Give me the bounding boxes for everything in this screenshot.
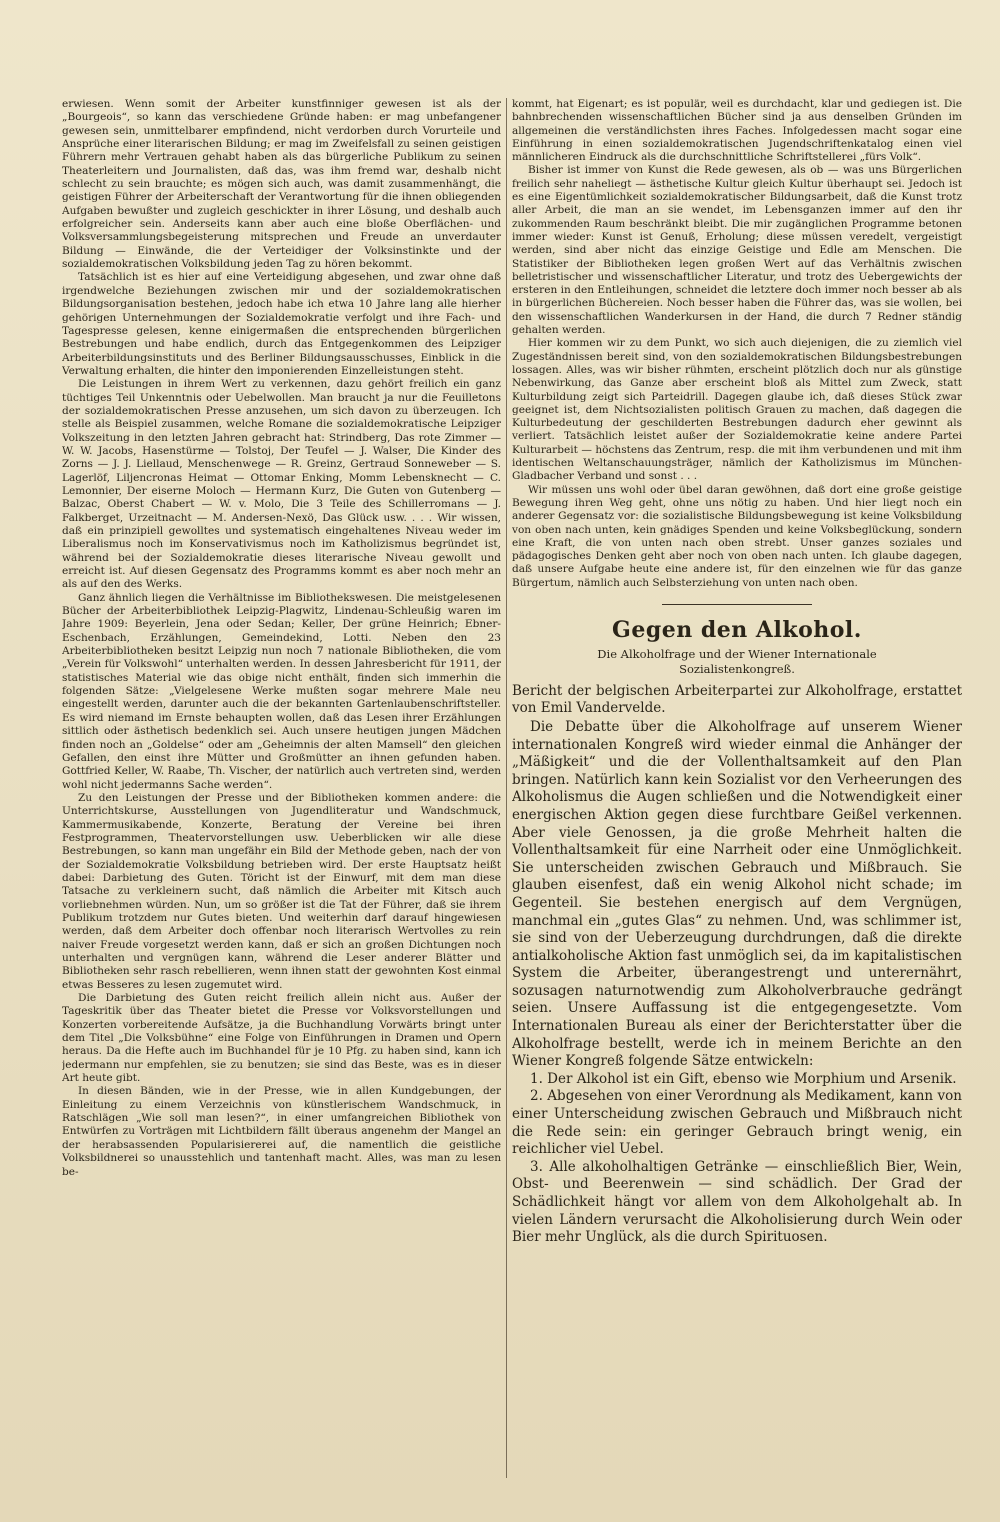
left-paragraph-2: Tatsächlich ist es hier auf eine Verteidigung abgesehen, und zwar ohne daß irgendwelche Beziehungen zwischen mir und der sozialdemokratischen Bildungsorganisation bestehen, jedoch habe ich etwa 10 Jahre lang alle hierher gehörigen Unternehmungen der Sozialdemokratie verfolgt und ihre Fach- und Tagespresse gelesen, kenne einigermaßen die entsprechenden bürgerlichen Bestrebungen und habe endlich, durch das Entgegenkommen des Leipziger Arbeiterbildungsinstituts und des Berliner Bildungsausschusses, Einblick in die Verwaltung erhalten, die hinter den imponierenden Einzelleistungen steht. xyxy=(62,271,501,377)
right-paragraph-1: kommt, hat Eigenart; es ist populär, weil es durchdacht, klar und gediegen ist. Die bahnbrechenden wissenschaftlichen Bücher sind ja aus denselben Gründen im allgemeinen die verständlichsten ihres Faches. Infolgedessen macht sogar eine Einführung in einen sozialdemokratischen Jugendschriftenkatalog einen viel männlicheren Eindruck als die durchschnittliche Schriftstellerei „fürs Volk“. xyxy=(512,98,962,164)
left-paragraph-4: Ganz ähnlich liegen die Verhältnisse im Bibliothekswesen. Die meistgelesenen Bücher der Arbeiterbibliothek Leipzig-Plagwitz, Lindenau-Schleußig waren im Jahre 1909: Beyerlein, Jena oder Sedan; Keller, Der grüne Heinrich; Ebner-Eschenbach, Erzählungen, Gemeindekind, Lotti. Neben den 23 Arbeiterbibliotheken besitzt Leipzig nun noch 7 nationale Bibliotheken, die vom „Verein für Volkswohl“ unterhalten werden. In dessen Jahresbericht für 1911, der statistisches Material wie das obige nicht enthält, finden sich immerhin die folgenden Sätze: „Vielgelesene Werke mußten sogar mehrere Male neu eingestellt werden, darunter auch die der bekannten Gartenlaubenschriftsteller. Es wird niemand im Ernste behaupten wollen, daß das Lesen ihrer Erzählungen sittlich oder ästhetisch bedenklich sei. Auch unsere heutigen jungen Mädchen finden noch an „Goldelse“ oder am „Geheimnis der alten Mamsell“ den gleichen Gefallen, den einst ihre Mütter und Großmütter an ihnen gefunden haben. Gottfried Keller, W. Raabe, Th. Vischer, der natürlich auch vertreten sind, werden wohl nicht jedermanns Sache werden“. xyxy=(62,591,501,791)
article-paragraph-1: Die Debatte über die Alkoholfrage auf unserem Wiener internationalen Kongreß wird wieder einmal die Anhänger der „Mäßigkeit“ und die der Vollenthaltsamkeit auf den Plan bringen. Natürlich kann kein Sozialist vor den Verheerungen des Alkoholismus die Augen schließen und die Notwendigkeit einer energischen Aktion gegen diese furchtbare Geißel verkennen. Aber viele Genossen, ja die große Mehrheit halten die Vollenthaltsamkeit für eine Narrheit oder eine Unmöglichkeit. Sie unterscheiden zwischen Gebrauch und Mißbrauch. Sie glauben eisenfest, daß ein wenig Alkohol nicht schade; im Gegenteil. Sie bestehen energisch auf dem Vergnügen, manchmal ein „gutes Glas“ zu nehmen. Und, was schlimmer ist, sie sind von der Ueberzeugung durchdrungen, daß die direkte antialkoholische Aktion fast unmöglich sei, da im kapitalistischen System die Arbeiter, überangestrengt und unterernährt, sozusagen naturnotwendig zum Alkoholverbrauche gedrängt seien. Unsere Auffassung ist die entgegengesetzte. Vom Internationalen Bureau als einer der Berichterstatter über die Alkoholfrage bestellt, werde ich in meinem Berichte an den Wiener Kongreß folgende Sätze entwickeln: xyxy=(512,718,962,1070)
left-paragraph-1: erwiesen. Wenn somit der Arbeiter kunstfinniger gewesen ist als der „Bourgeois“, so kann das verschiedene Gründe haben: er mag unbefangener gewesen sein, unmittelbarer empfindend, nicht verdorben durch Vorurteile und Ansprüche einer literarischen Bildung; er mag im Zweifelsfall zu seinen geistigen Führern mehr Vertrauen gehabt haben als das bürgerliche Publikum zu seinen Theaterleitern und Journalisten, daß das, was ihm fremd war, deshalb nicht schlecht zu sein brauchte; es mögen sich auch, was damit zusammenhängt, die geistigen Führer der Arbeiterschaft der Verantwortung für die ihnen obliegenden Aufgaben bewußter und zugleich geschickter in ihrer Lösung, und deshalb auch erfolgreicher sein. Anderseits kann aber auch eine bloße Oberflächen- und Volksversammlungsbegeisterung mitsprechen und Freude an unverdauter Bildung — Einwände, die der Verteidiger der Volksinstinkte und der sozialdemokratischen Volksbildung jeden Tag zu hören bekommt. xyxy=(62,98,501,271)
right-column xyxy=(512,98,962,1482)
right-paragraph-3: Hier kommen wir zu dem Punkt, wo sich auch diejenigen, die zu ziemlich viel Zugeständnissen bereit sind, von den sozialdemokratischen Bildungsbestrebungen lossagen. Alles, was wir bisher rühmten, erscheint plötzlich doch nur als günstige Nebenwirkung, das Ganze aber erscheint bloß als Mittel zum Zweck, statt Kulturbildung zeigt sich Parteidrill. Dagegen glaube ich, daß dieses Stück zwar geeignet ist, dem Nichtsozialisten politisch Grauen zu machen, daß dagegen die Kulturbedeutung der geschilderten Bestrebungen dadurch eher gewinnt als verliert. Tatsächlich leistet außer der Sozialdemokratie keine andere Partei Kulturarbeit — höchstens das Zentrum, resp. die mit ihm verbundenen und mit ihm identischen Weltanschauungsträger, nämlich der Katholizismus im München-Gladbacher Verband und sonst . . . xyxy=(512,337,962,483)
article-thesis-2: 2. Abgesehen von einer Verordnung als Medikament, kann von einer Unterscheidung zwischen Gebrauch und Mißbrauch nicht die Rede sein: ein geringer Gebrauch bringt wenig, ein reichlicher viel Uebel. xyxy=(512,1088,962,1158)
column-divider xyxy=(506,98,507,1478)
article-headline: Gegen den Alkohol. xyxy=(612,616,862,643)
left-paragraph-5: Zu den Leistungen der Presse und der Bibliotheken kommen andere: die Unterrichtskurse, Ausstellungen von Jugendliteratur und Wandschmuck, Kammermusikabende, Konzerte, Beratung der Vereine bei ihren Festprogrammen, Theatervorstellungen usw. Ueberblicken wir alle diese Bestrebungen, so kann man ungefähr ein Bild der Methode geben, nach der von der Sozialdemokratie Volksbildung betrieben wird. Der erste Hauptsatz heißt dabei: Darbietung des Guten. Töricht ist der Einwurf, mit dem man diese Tatsache zu verkleinern sucht, daß nämlich die Arbeiter mit Kitsch auch vorliebnehmen würden. Nun, um so größer ist die Tat der Führer, daß sie ihrem Publikum trotzdem nur Gutes bieten. Und weiterhin darf darauf hingewiesen werden, daß dem Arbeiter doch offenbar noch literarisch Wertvolles zu rein naiver Freude vorgesetzt werden kann, daß er sich an großen Dichtungen noch unterhalten und vergnügen kann, während die Leser anderer Blätter und Bibliotheken sehr rasch rebellieren, wenn ihnen statt der gewohnten Kost einmal etwas Besseres zu lesen zugemutet wird. xyxy=(62,791,501,991)
article-report-line: Bericht der belgischen Arbeiterpartei zur Alkoholfrage, erstattet von Emil Vandervelde. xyxy=(512,682,962,716)
section-rule xyxy=(662,604,812,605)
right-paragraph-4: Wir müssen uns wohl oder übel daran gewöhnen, daß dort eine große geistige Bewegung ihren Weg geht, ohne uns nötig zu haben. Und hier liegt noch ein anderer Gegensatz vor: die sozialistische Bildungsbewegung ist keine Volksbildung von oben nach unten, kein gnädiges Spenden und keine Volksbeglückung, sondern eine Kraft, die von unten nach oben strebt. Unser ganzes soziales und pädagogisches Denken geht aber noch von oben nach unten. Ich glaube dagegen, daß unsere Aufgabe heute eine andere ist, für den einzelnen wie für das ganze Bürgertum, nämlich auch Selbsterziehung von unten nach oben. xyxy=(512,483,962,589)
left-paragraph-3: Die Leistungen in ihrem Wert zu verkennen, dazu gehört freilich ein ganz tüchtiges Teil Unkenntnis oder Uebelwollen. Man braucht ja nur die Feuilletons der sozialdemokratischen Presse anzusehen, um sich davon zu überzeugen. Ich stelle als Beispiel zusammen, welche Romane die sozialdemokratische Leipziger Volkszeitung in den letzten Jahren gebracht hat: Strindberg, Das rote Zimmer — W. W. Jacobs, Hasenstürme — Tolstoj, Der Teufel — J. Walser, Die Kinder des Zorns — J. J. Liellaud, Menschenwege — R. Greinz, Gertraud Sonneweber — S. Lagerlöf, Liljencronas Heimat — Ottomar Enking, Momm Lebensknecht — C. Lemonnier, Der eiserne Moloch — Hermann Kurz, Die Guten von Gutenberg — Balzac, Oberst Chabert — W. v. Molo, Die 3 Teile des Schillerromans — J. Falkberget, Urzeitnacht — M. Andersen-Nexö, Das Glück usw. . . . Wir wissen, daß ein prinzipiell gewolltes und systematisch eingehaltenes Niveau weder im Liberalismus noch im Konservativismus noch im Katholizismus begründet ist, während bei der Sozialdemokratie dieses literarische Niveau gewollt und erreicht ist. Auf diesen Gegensatz des Programms kommt es aber noch mehr an als auf den des Werks. xyxy=(62,378,501,591)
article-subheadline-1: Die Alkoholfrage und der Wiener Internationale xyxy=(597,646,877,661)
article-alkohol xyxy=(512,617,962,1247)
article-subheadline-2: Sozialistenkongreß. xyxy=(679,661,795,676)
article-thesis-1: 1. Der Alkohol ist ein Gift, ebenso wie Morphium und Arsenik. xyxy=(530,1070,957,1087)
article-thesis-3: 3. Alle alkoholhaltigen Getränke — einschließlich Bier, Wein, Obst- und Beerenwein — sind schädlich. Der Grad der Schädlichkeit hängt vor allem von dem Alkoholgehalt ab. In vielen Ländern verursacht die Alkoholisierung durch Wein oder Bier mehr Unglück, als die durch Spirituosen. xyxy=(512,1158,962,1246)
left-paragraph-6: Die Darbietung des Guten reicht freilich allein nicht aus. Außer der Tageskritik über das Theater bietet die Presse vor Volksvorstellungen und Konzerten vorbereitende Aufsätze, ja die Buchhandlung Vorwärts bringt unter dem Titel „Die Volksbühne“ eine Folge von Einführungen in Dramen und Opern heraus. Da die Hefte auch im Buchhandel für je 10 Pfg. zu haben sind, kann ich jedermann nur empfehlen, sie zu benutzen; sie sind das Beste, was es in dieser Art heute gibt. xyxy=(62,992,501,1085)
left-column xyxy=(62,98,501,1482)
article-body xyxy=(512,719,962,1247)
left-paragraph-7: In diesen Bänden, wie in der Presse, wie in allen Kundgebungen, der Einleitung zu einem Verzeichnis von künstlerischem Wandschmuck, in Ratschlägen „Wie soll man lesen?“, in einer umfangreichen Bibliothek von Entwürfen zu Vorträgen mit Lichtbildern fällt überaus angenehm der Mangel an der herabsassenden Popularisiererei auf, die namentlich die geistliche Volksbildnerei so unausstehlich und tantenhaft macht. Alles, was man zu lesen be- xyxy=(62,1085,501,1178)
right-paragraph-2: Bisher ist immer von Kunst die Rede gewesen, als ob — was uns Bürgerlichen freilich sehr naheliegt — ästhetische Kultur gleich Kultur überhaupt sei. Jedoch ist es eine Eigentümlichkeit sozialdemokratischer Bildungsarbeit, daß die Kunst trotz aller Arbeit, die man an sie wendet, im Lebensganzen immer auf den ihr zukommenden Raum beschränkt bleibt. Die mir zugänglichen Programme betonen immer wieder: Kunst ist Genuß, Erholung; diese müssen veredelt, vergeistigt werden, sind aber nicht das einzige Geistige und Edle am Menschen. Die Statistiker der Bibliotheken legen großen Wert auf das Verhältnis zwischen belletristischer und wissenschaftlicher Literatur, und trotz des Uebergewichts der ersteren in den Entleihungen, schneidet die letztere doch immer noch besser ab als in bürgerlichen Büchereien. Noch besser haben die Führer das, was sie wollen, bei den wissenschaftlichen Wanderkursen in der Hand, die durch 7 Redner ständig gehalten werden. xyxy=(512,164,962,337)
